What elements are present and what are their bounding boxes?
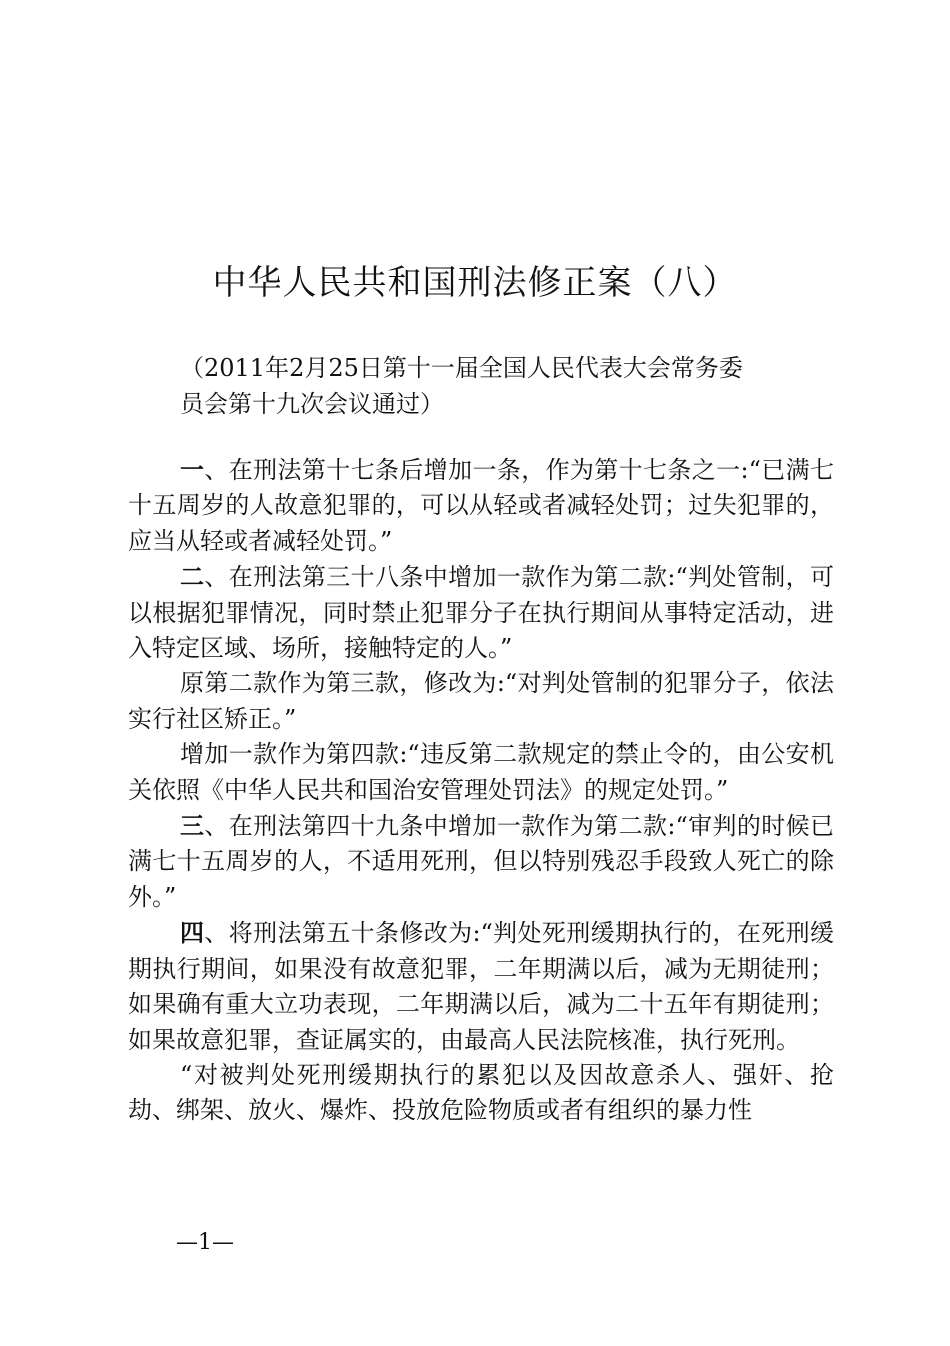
paragraph-text: 、在刑法第十七条后增加一条，作为第十七条之一:“已满七十五周岁的人故意犯罪的，可以从轻或者减轻处罚；过失犯罪的，应当从轻或者减轻处罚。”: [128, 456, 834, 555]
paragraph-4: [128, 737, 834, 808]
paragraph-text: 、在刑法第三十八条中增加一款作为第二款:“判处管制，可以根据犯罪情况，同时禁止犯罪分子在执行期间从事特定活动，进入特定区域、场所，接触特定的人。”: [128, 563, 834, 663]
paragraph-6: [128, 915, 834, 1058]
paragraph-text: 增加一款作为第四款:“违反第二款规定的禁止令的，由公安机关依照《中华人民共和国治安管理处罚法》的规定处罚。”: [128, 740, 834, 804]
paragraph-5: [128, 808, 834, 915]
paragraph-text: “对被判处死刑缓期执行的累犯以及因故意杀人、强奸、抢劫、绑架、放火、爆炸、投放危险物质或者有组织的暴力性: [128, 1060, 834, 1125]
article-number: 四: [180, 918, 205, 948]
document-title: 中华人民共和国刑法修正案（八）: [212, 263, 738, 303]
paragraph-3: [128, 666, 834, 737]
article-number: 一: [180, 455, 205, 484]
paragraph-text: 、在刑法第四十九条中增加一款作为第二款:“审判的时候已满七十五周岁的人，不适用死刑，但以特别残忍手段致人死亡的除外。”: [128, 812, 834, 911]
document-body: [128, 452, 834, 1129]
article-number: 三: [180, 811, 205, 841]
document-subtitle: [180, 350, 820, 422]
paragraph-2: [128, 559, 834, 666]
article-number: 二: [180, 562, 205, 592]
paragraph-7: [128, 1058, 834, 1129]
subtitle-line-1: （2011年2月25日第十一届全国人民代表大会常务委: [180, 354, 743, 382]
subtitle-line-2: 员会第十九次会议通过）: [180, 390, 444, 418]
paragraph-text: 原第二款作为第三款，修改为:“对判处管制的犯罪分子，依法实行社区矫正。”: [128, 669, 834, 733]
page-number: —1—: [176, 1230, 234, 1255]
paragraph-text: 、将刑法第五十条修改为:“判处死刑缓期执行的，在死刑缓期执行期间，如果没有故意犯罪，二年期满以后，减为无期徒刑；如果确有重大立功表现，二年期满以后，减为二十五年有期徒刑；如果故意犯罪，查证属实的，由最高人民法院核准，执行死刑。: [128, 919, 834, 1054]
paragraph-1: [128, 452, 834, 559]
